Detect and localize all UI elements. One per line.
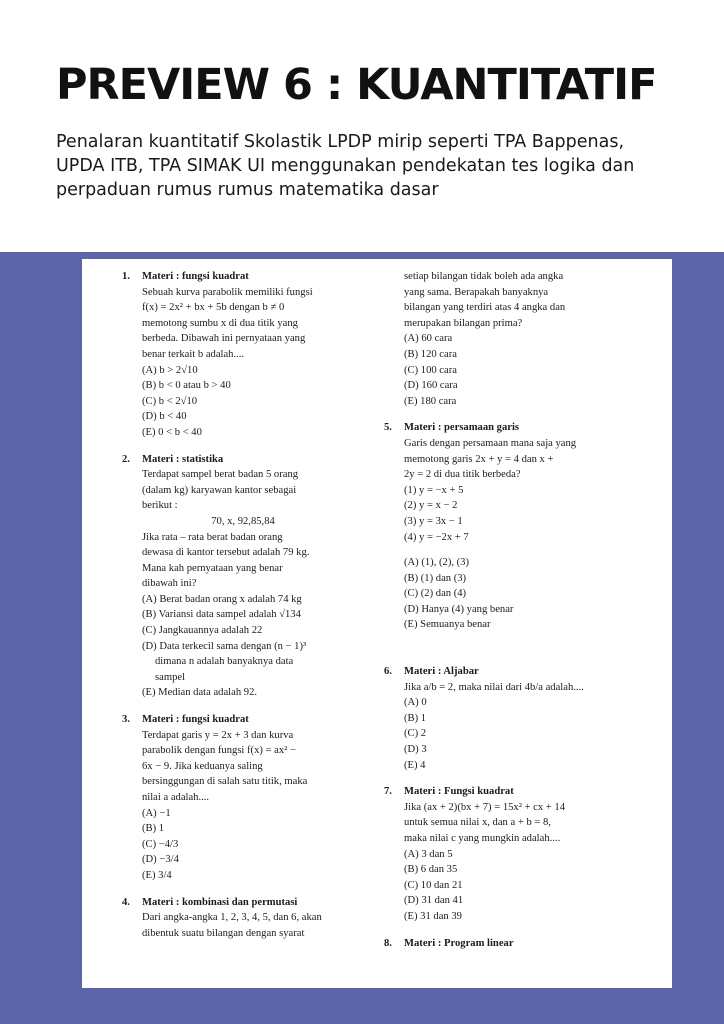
question-line: setiap bilangan tidak boleh ada angka [404,271,564,282]
question-number: 3. [122,714,130,726]
answer-option: (E) Semuanya benar [404,619,491,631]
statement: (3) y = 3x − 1 [404,515,463,527]
question-number: 5. [384,422,392,434]
page-title: PREVIEW 6 : KUANTITATIF [56,60,657,110]
question-number: 7. [384,786,392,798]
question-line: Jika (ax + 2)(bx + 7) = 15x² + cx + 14 [404,801,566,813]
answer-option: (E) 180 cara [404,395,457,407]
question-5 [384,420,626,633]
answer-option: (A) 0 [404,697,427,709]
question-line: dibentuk suatu bilangan dengan syarat [142,927,305,939]
question-line: bilangan yang terdiri atas 4 angka dan [404,302,566,314]
question-4-continued [404,269,626,409]
answer-option: (B) 120 cara [404,348,457,360]
answer-option: (E) 3/4 [142,869,172,881]
question-line: bersinggungan di salah satu titik, maka [142,776,308,788]
answer-option: (B) 6 dan 35 [404,864,458,876]
answer-option: (E) 4 [404,759,426,771]
answer-option: (D) Hanya (4) yang benar [404,603,514,615]
answer-option: (D) Data terkecil sama dengan (n − 1)³ [142,640,307,652]
question-topic: Materi : fungsi kuadrat [142,714,249,726]
question-line: dewasa di kantor tersebut adalah 79 kg. [142,547,310,559]
question-line: Mana kah pernyataan yang benar [142,562,283,574]
answer-option: (D) b < 40 [142,411,187,423]
answer-option: (C) (2) dan (4) [404,588,467,600]
question-line: parabolik dengan fungsi f(x) = ax² − [142,745,296,757]
answer-option: (E) 0 < b < 40 [142,426,202,438]
question-line: memotong sumbu x di dua titik yang [142,317,298,329]
answer-option: (B) 1 [142,823,165,835]
question-line: Jika rata – rata berat badan orang [142,531,283,543]
exam-sheet [82,259,672,988]
answer-option-continued: sampel [155,671,186,683]
question-line: dibawah ini? [142,578,197,590]
answer-option: (B) (1) dan (3) [404,572,467,584]
question-line: Dari angka-angka 1, 2, 3, 4, 5, dan 6, akan [142,912,322,924]
answer-option: (D) 3 [404,744,427,756]
page-subtitle: Penalaran kuantitatif Skolastik LPDP mirip seperti TPA Bappenas, UPDA ITB, TPA SIMAK UI menggunakan pendekatan tes logika dan perpaduan rumus rumus matematika dasar [56,132,635,200]
question-line: maka nilai c yang mungkin adalah.... [404,833,561,844]
question-4 [122,895,344,942]
question-line: berbeda. Dibawah ini pernyataan yang [142,333,306,345]
answer-option: (A) −1 [142,807,171,819]
answer-option: (C) 10 dan 21 [404,879,463,891]
answer-option: (D) −3/4 [142,854,179,866]
statement: (4) y = −2x + 7 [404,531,469,543]
question-line: Sebuah kurva parabolik memiliki fungsi [142,286,313,298]
answer-option: (E) Median data adalah 92. [142,687,258,699]
answer-option: (A) 3 dan 5 [404,848,453,860]
answer-option: (B) Variansi data sampel adalah √134 [142,609,301,621]
question-line: Terdapat sampel berat badan 5 orang [142,469,299,481]
statement: (2) y = x − 2 [404,500,458,512]
answer-option: (C) b < 2√10 [142,395,198,407]
question-line: nilai a adalah.... [142,792,210,803]
question-line: memotong garis 2x + y = 4 dan x + [404,453,554,465]
question-8 [384,936,626,952]
question-line: Garis dengan persamaan mana saja yang [404,437,577,449]
answer-option: (E) 31 dan 39 [404,910,462,922]
answer-option-continued: dimana n adalah banyaknya data [155,656,294,668]
header-section [0,0,724,252]
question-6 [384,664,626,773]
question-topic: Materi : fungsi kuadrat [142,271,249,282]
answer-option: (D) 31 dan 41 [404,895,464,907]
question-line: f(x) = 2x² + bx + 5b dengan b ≠ 0 [142,302,285,314]
question-topic: Materi : Aljabar [404,666,479,678]
question-line: 2y = 2 di dua titik berbeda? [404,469,521,481]
question-line: Terdapat garis y = 2x + 3 dan kurva [142,729,294,741]
question-line: (dalam kg) karyawan kantor sebagai [142,484,297,496]
question-line: 6x − 9. Jika keduanya saling [142,760,263,772]
question-line: untuk semua nilai x, dan a + b = 8, [404,817,551,829]
answer-option: (D) 160 cara [404,380,458,392]
question-topic: Materi : Program linear [404,937,514,949]
answer-option: (C) 2 [404,728,427,740]
question-number: 2. [122,453,130,465]
answer-option: (A) Berat badan orang x adalah 74 kg [142,593,302,605]
question-topic: Materi : persamaan garis [404,422,520,434]
question-line: berikut : [142,500,178,512]
statement: (1) y = −x + 5 [404,484,464,496]
answer-option: (B) b < 0 atau b > 40 [142,380,231,392]
question-7 [384,784,626,924]
question-line: merupakan bilangan prima? [404,317,523,329]
answer-option: (A) 60 cara [404,333,453,345]
question-line: yang sama. Berapakah banyaknya [404,286,549,298]
question-topic: Materi : Fungsi kuadrat [404,786,514,798]
question-number: 1. [122,271,130,282]
right-column [384,269,626,962]
question-3 [122,712,344,884]
answer-option: (C) −4/3 [142,838,179,850]
question-topic: Materi : kombinasi dan permutasi [142,896,298,908]
question-number: 4. [122,896,130,908]
question-number: 8. [384,937,392,949]
question-1 [122,269,344,441]
answer-option: (C) Jangkauannya adalah 22 [142,625,263,637]
answer-option: (C) 100 cara [404,364,457,376]
question-line: benar terkait b adalah.... [142,348,245,360]
question-topic: Materi : statistika [142,453,224,465]
answer-option: (A) (1), (2), (3) [404,557,470,569]
data-values: 70, x, 92,85,84 [211,515,275,527]
question-2 [122,452,344,702]
question-number: 6. [384,666,392,678]
answer-option: (B) 1 [404,712,427,724]
answer-option: (A) b > 2√10 [142,364,198,376]
question-line: Jika a/b = 2, maka nilai dari 4b/a adalah.... [404,681,584,693]
left-column [122,269,344,952]
